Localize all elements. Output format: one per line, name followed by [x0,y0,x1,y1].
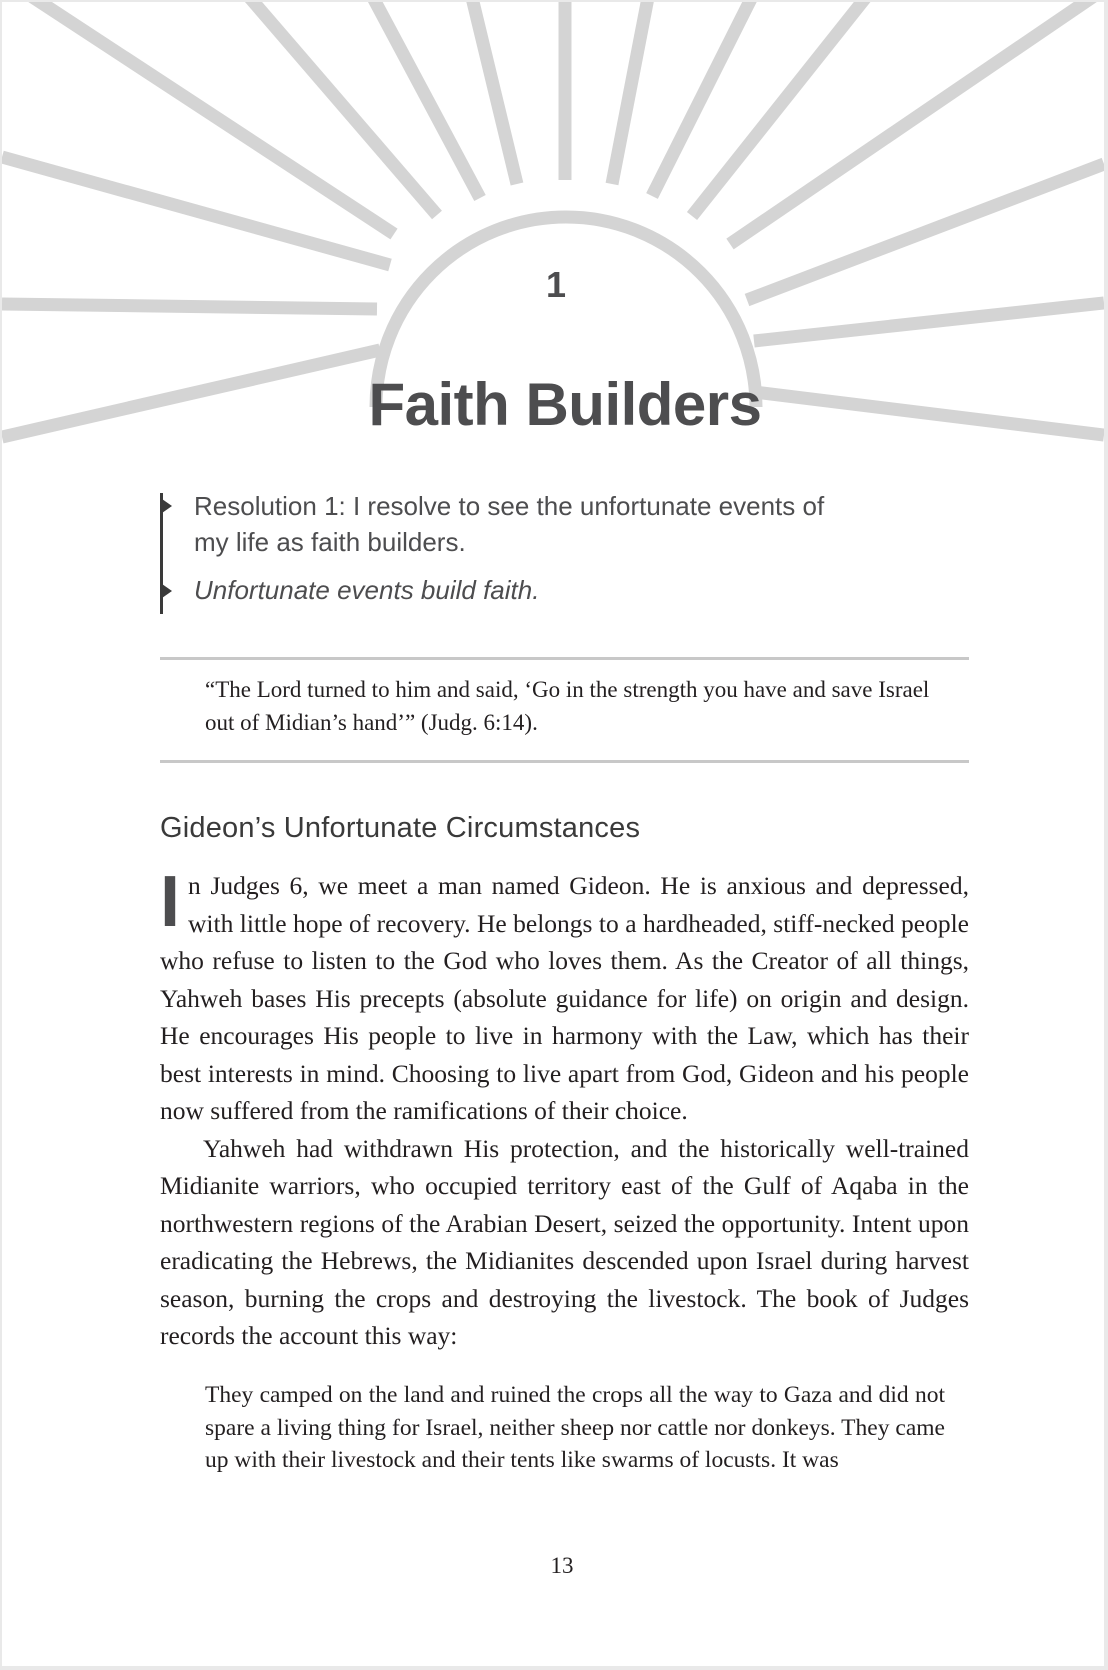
paragraph [160,862,969,1130]
body-text [160,862,969,1355]
resolution-marker-icon [162,499,172,513]
resolution-statement: Resolution 1: I resolve to see the unfortunate events of my life as faith builders. [194,491,825,557]
resolution-marker-icon [162,584,172,598]
resolution-summary: Unfortunate events build faith. [194,575,540,605]
epigraph-quote: “The Lord turned to him and said, ‘Go in the strength you have and save Israel out of Midian’s hand’” (Judg. 6:14). [205,677,930,735]
epigraph-top-rule [160,657,969,660]
chapter-number: 1 [545,264,567,305]
page-number: 13 [550,1553,574,1578]
block-quote: They camped on the land and ruined the crops all the way to Gaza and did not spare a living thing for Israel, neither sheep nor cattle nor donkeys. They came up with their livestock and their tents like swarms of locusts. It was [205,1382,945,1473]
chapter-title: Faith Builders [368,371,762,438]
paragraph: Yahweh had withdrawn His protection, and the historically well-trained Midianite warriors, who occupied territory east of the Gulf of Aqaba in the northwestern regions of the Arabian Desert, seized the opportunity. Intent upon eradicating the Hebrews, the Midianites descended upon Israel during harvest season, burning the crops and destroying the livestock. The book of Judges records the account this way: [160,1133,969,1350]
drop-cap: I [160,862,181,942]
paragraph-text: n Judges 6, we meet a man named Gideon. He is anxious and depressed, with little hope of recovery. He belongs to a hardheaded, stiff-necked people who refuse to listen to the God who loves them. As the Creator of all things, Yahweh bases His precepts (absolute guidance for life) on origin and design. He encourages His people to live in harmony with the Law, which has their best interests in mind. Choosing to live apart from God, Gideon and his people now suffered from the ramifications of their choice. [160,871,969,1125]
section-heading: Gideon’s Unfortunate Circumstances [160,812,641,844]
epigraph-bottom-rule [160,760,969,763]
book-page [2,2,1104,1666]
